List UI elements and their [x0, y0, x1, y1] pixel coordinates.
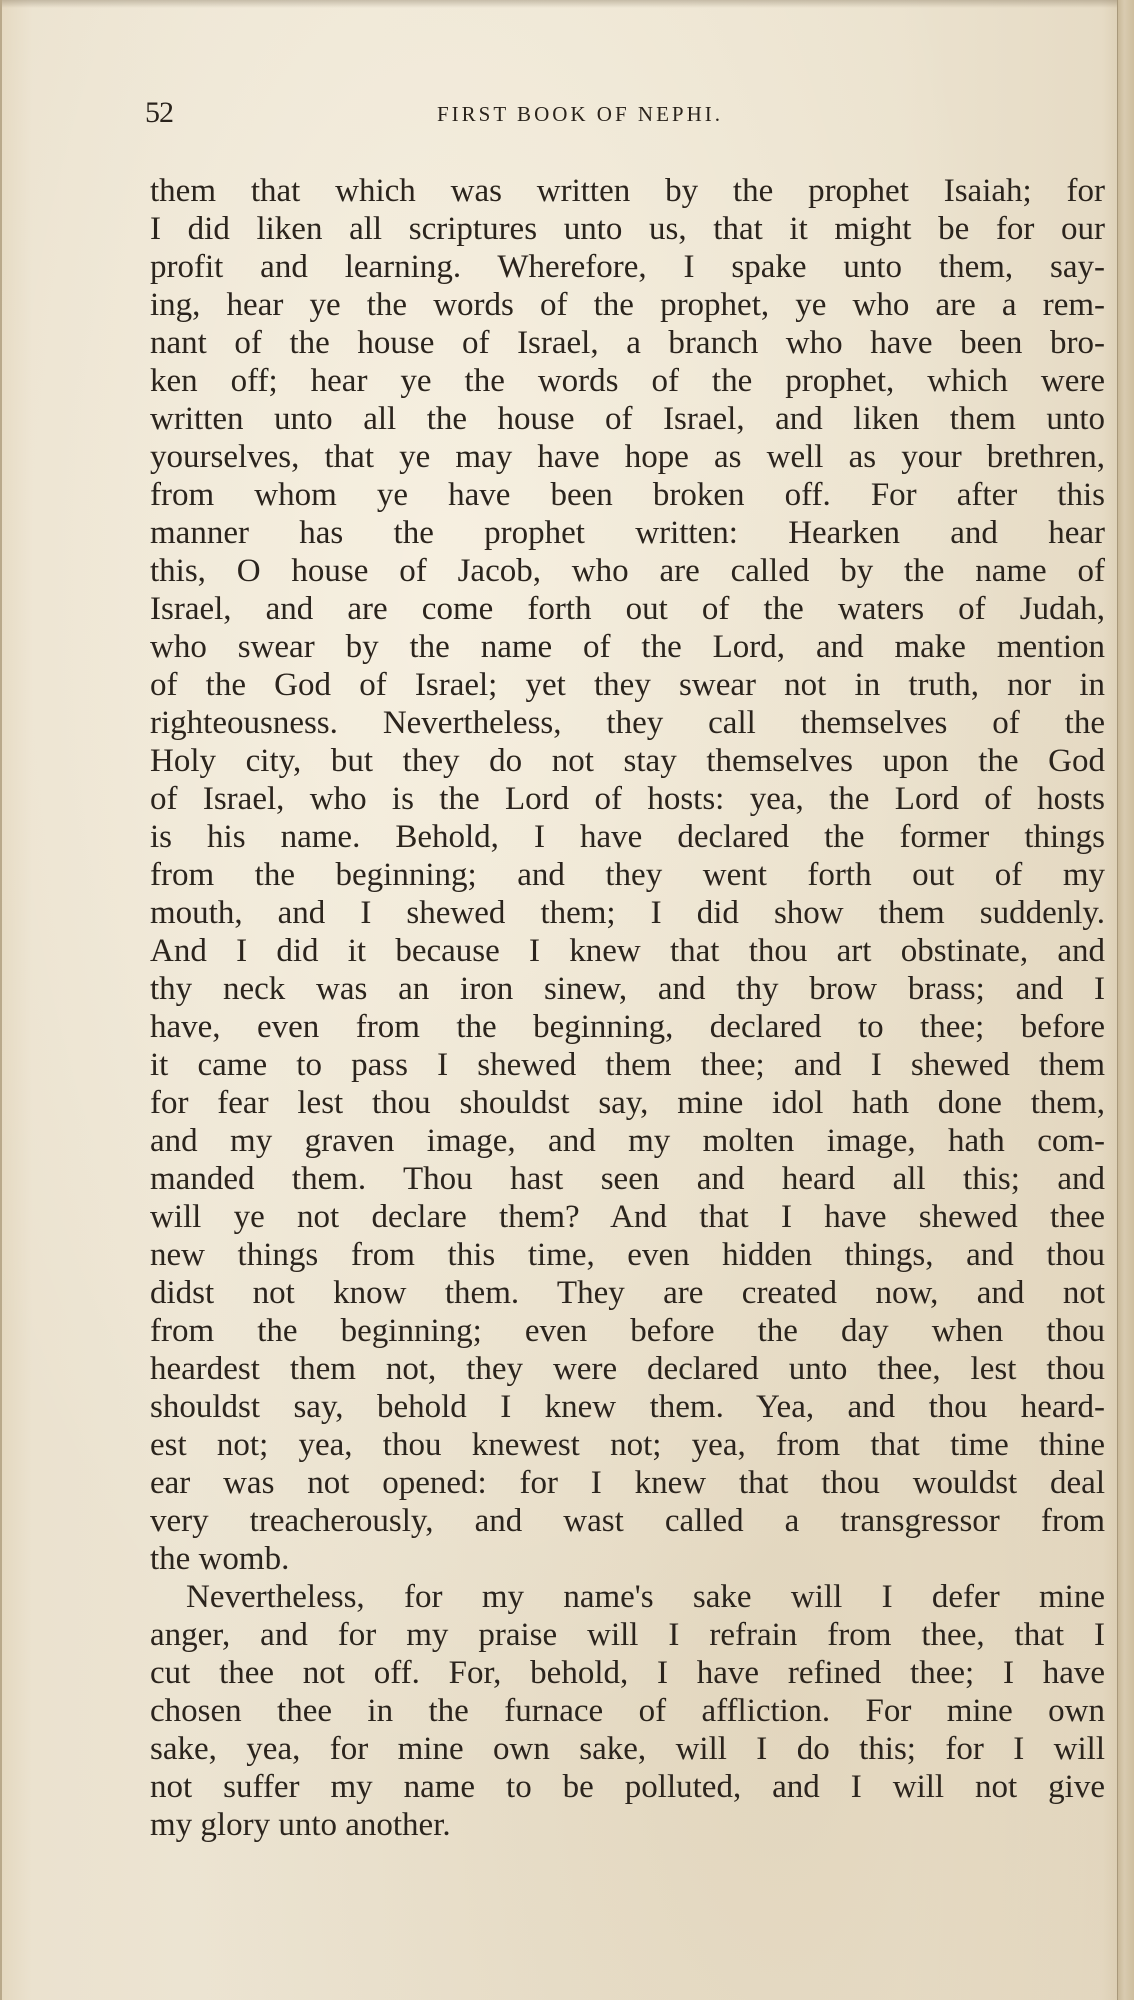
text-line: is his name. Behold, I have declared the former things: [150, 819, 1105, 855]
text-line: new things from this time, even hidden things, and thou: [150, 1237, 1105, 1273]
body-text: [150, 172, 1105, 1844]
text-line: sake, yea, for mine own sake, will I do this; for I will: [150, 1731, 1105, 1767]
text-line: who swear by the name of the Lord, and make mention: [150, 629, 1105, 665]
text-line: it came to pass I shewed them thee; and I shewed them: [150, 1047, 1105, 1083]
text-line: And I did it because I knew that thou art obstinate, and: [150, 933, 1105, 969]
text-line: of the God of Israel; yet they swear not in truth, nor in: [150, 667, 1105, 703]
text-line: this, O house of Jacob, who are called by the name of: [150, 553, 1105, 589]
text-line: from the beginning; even before the day when thou: [150, 1313, 1105, 1349]
text-line: of Israel, who is the Lord of hosts: yea, the Lord of hosts: [150, 781, 1105, 817]
text-line: cut thee not off. For, behold, I have refined thee; I have: [150, 1655, 1105, 1691]
text-line: manner has the prophet written: Hearken and hear: [150, 515, 1105, 551]
page-number: 52: [145, 96, 173, 129]
text-line: yourselves, that ye may have hope as well as your brethren,: [150, 439, 1105, 475]
text-line: Israel, and are come forth out of the waters of Judah,: [150, 591, 1105, 627]
text-line: and my graven image, and my molten image, hath com-: [150, 1123, 1105, 1159]
text-line: Holy city, but they do not stay themselves upon the God: [150, 743, 1105, 779]
text-line: written unto all the house of Israel, and liken them unto: [150, 401, 1105, 437]
text-line: nant of the house of Israel, a branch who have been bro-: [150, 325, 1105, 361]
page-edge: [1117, 0, 1134, 2000]
text-line: mouth, and I shewed them; I did show them suddenly.: [150, 895, 1105, 931]
text-line: from whom ye have been broken off. For after this: [150, 477, 1105, 513]
text-line: didst not know them. They are created now, and not: [150, 1275, 1105, 1311]
text-line: ear was not opened: for I knew that thou wouldst deal: [150, 1465, 1105, 1501]
text-line: thy neck was an iron sinew, and thy brow brass; and I: [150, 971, 1105, 1007]
page-top-shadow: [2, 0, 1134, 8]
page-header: [145, 96, 1095, 136]
text-line: from the beginning; and they went forth out of my: [150, 857, 1105, 893]
paragraph: [150, 1578, 1105, 1844]
text-line: chosen thee in the furnace of affliction. For mine own: [150, 1693, 1105, 1729]
text-line: manded them. Thou hast seen and heard all this; and: [150, 1161, 1105, 1197]
text-line: profit and learning. Wherefore, I spake unto them, say-: [150, 249, 1105, 285]
text-line: Nevertheless, for my name's sake will I defer mine: [186, 1579, 1105, 1615]
text-line: righteousness. Nevertheless, they call themselves of the: [150, 705, 1105, 741]
text-line: heardest them not, they were declared unto thee, lest thou: [150, 1351, 1105, 1387]
text-line: not suffer my name to be polluted, and I will not give: [150, 1769, 1105, 1805]
text-line: shouldst say, behold I knew them. Yea, and thou heard-: [150, 1389, 1105, 1425]
text-line: est not; yea, thou knewest not; yea, from that time thine: [150, 1427, 1105, 1463]
text-line: will ye not declare them? And that I have shewed thee: [150, 1199, 1105, 1235]
paragraph: [150, 172, 1105, 1578]
text-line: anger, and for my praise will I refrain from thee, that I: [150, 1617, 1105, 1653]
text-line: very treacherously, and wast called a transgressor from: [150, 1503, 1105, 1539]
text-line: the womb.: [150, 1541, 290, 1577]
text-line: for fear lest thou shouldst say, mine idol hath done them,: [150, 1085, 1105, 1121]
text-line: ing, hear ye the words of the prophet, ye who are a rem-: [150, 287, 1105, 323]
text-line: have, even from the beginning, declared to thee; before: [150, 1009, 1105, 1045]
text-line: my glory unto another.: [150, 1807, 451, 1843]
text-line: them that which was written by the prophet Isaiah; for: [150, 173, 1105, 209]
text-line: I did liken all scriptures unto us, that it might be for our: [150, 211, 1105, 247]
text-line: ken off; hear ye the words of the prophet, which were: [150, 363, 1105, 399]
running-head: FIRST BOOK OF NEPHI.: [437, 102, 723, 126]
